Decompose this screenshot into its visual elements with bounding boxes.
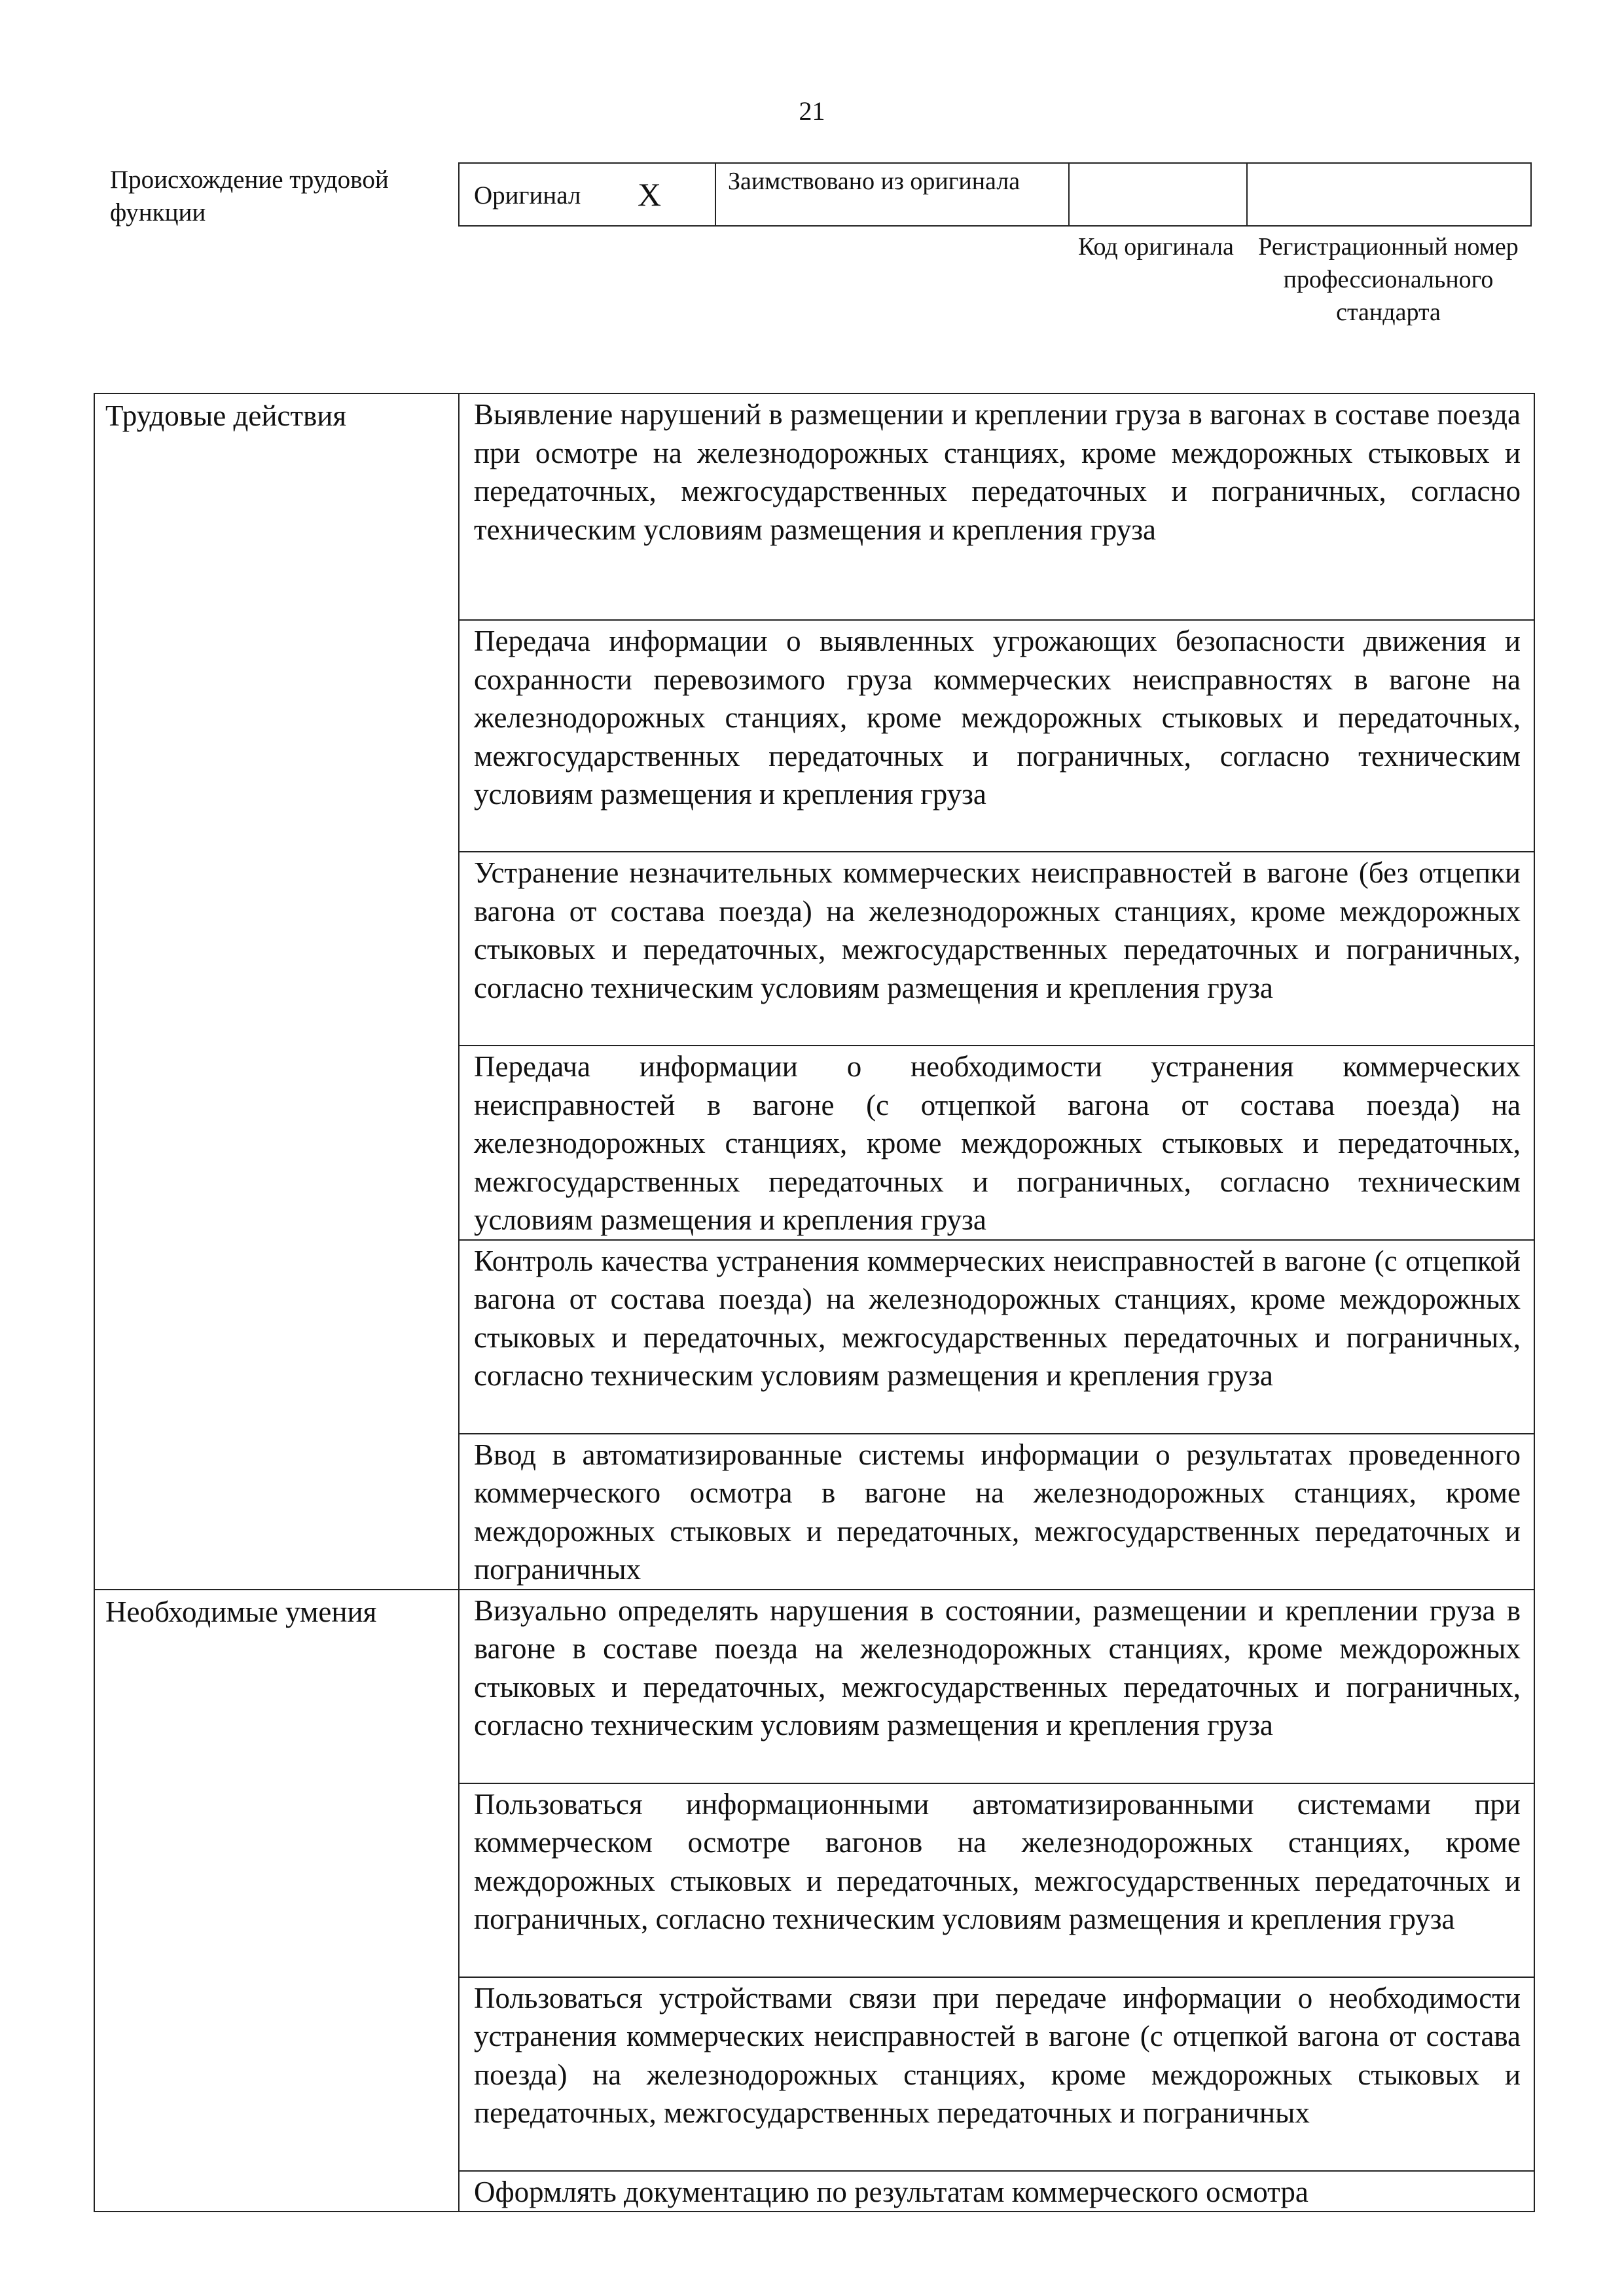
origin-original-cell [460, 164, 716, 225]
section-label-actions: Трудовые действия [94, 393, 459, 1590]
code-original-label: Код оригинала [1078, 233, 1234, 261]
section-label-skills: Необходимые умения [94, 1590, 459, 2212]
table-row [94, 1590, 1534, 1783]
table-row [94, 393, 1534, 620]
list-item: Оформлять документацию по результатам коммерческого осмотра [459, 2171, 1534, 2212]
page-number: 21 [799, 96, 825, 126]
list-item: Визуально определять нарушения в состоянии, размещении и креплении груза в вагоне в составе поезда на железнодорожных станциях, кроме междорожных стыковых и передаточных, межгосударственных передаточных и пограничных, согласно техническим условиям размещения и крепления груза [459, 1590, 1534, 1783]
origin-original-mark: X [638, 176, 662, 213]
origin-borrowed-text: Заимствовано из оригинала [728, 168, 1020, 195]
list-item: Контроль качества устранения коммерческих неисправностей в вагоне (с отцепкой вагона от состава поезда) на железнодорожных станциях, кроме междорожных стыковых и передаточных, межгосударственных передаточных и пограничных, согласно техническим условиям размещения и крепления груза [459, 1240, 1534, 1434]
function-table [94, 393, 1535, 2212]
reg-number-label: Регистрационный номер профессионального стандарта [1258, 233, 1519, 326]
list-item: Выявление нарушений в размещении и креплении груза в вагонах в составе поезда при осмотре на железнодорожных станциях, кроме междорожных стыковых и передаточных, межгосударственных передаточных и пограничных, согласно техническим условиям размещения и крепления груза [459, 393, 1534, 620]
list-item: Ввод в автоматизированные системы информации о результатах проведенного коммерческого осмотра в вагоне на железнодорожных станциях, кроме междорожных стыковых и передаточных, межгосударственных передаточных и пограничных [459, 1434, 1534, 1590]
origin-borrowed-cell [716, 164, 1070, 225]
origin-reg-cell [1248, 164, 1530, 225]
list-item: Передача информации о необходимости устранения коммерческих неисправностей в вагоне (с отцепкой вагона от состава поезда) на железнодорожных станциях, кроме междорожных стыковых и передаточных, межгосударственных передаточных и пограничных, согласно техническим условиям размещения и крепления груза [459, 1046, 1534, 1240]
list-item: Передача информации о выявленных угрожающих безопасности движения и сохранности перевозимого груза коммерческих неисправностях в вагоне на железнодорожных станциях, кроме междорожных стыковых и передаточных, межгосударственных передаточных и пограничных, согласно техническим условиям размещения и крепления груза [459, 620, 1534, 852]
origin-code-cell [1070, 164, 1248, 225]
list-item: Пользоваться информационными автоматизированными системами при коммерческом осмотре вагонов на железнодорожных станциях, кроме междорожных стыковых и передаточных, межгосударственных передаточных и пограничных, согласно техническим условиям размещения и крепления груза [459, 1783, 1534, 1977]
origin-table [458, 162, 1532, 227]
origin-label: Происхождение трудовой функции [110, 166, 389, 227]
origin-original-text: Оригинал [474, 181, 581, 210]
list-item: Пользоваться устройствами связи при передаче информации о необходимости устранения коммерческих неисправностей в вагоне (с отцепкой вагона от состава поезда) на железнодорожных станциях, кроме междорожных стыковых и передаточных, межгосударственных передаточных и пограничных [459, 1977, 1534, 2171]
list-item: Устранение незначительных коммерческих неисправностей в вагоне (без отцепки вагона от состава поезда) на железнодорожных станциях, кроме междорожных стыковых и передаточных, межгосударственных передаточных и пограничных, согласно техническим условиям размещения и крепления груза [459, 852, 1534, 1046]
